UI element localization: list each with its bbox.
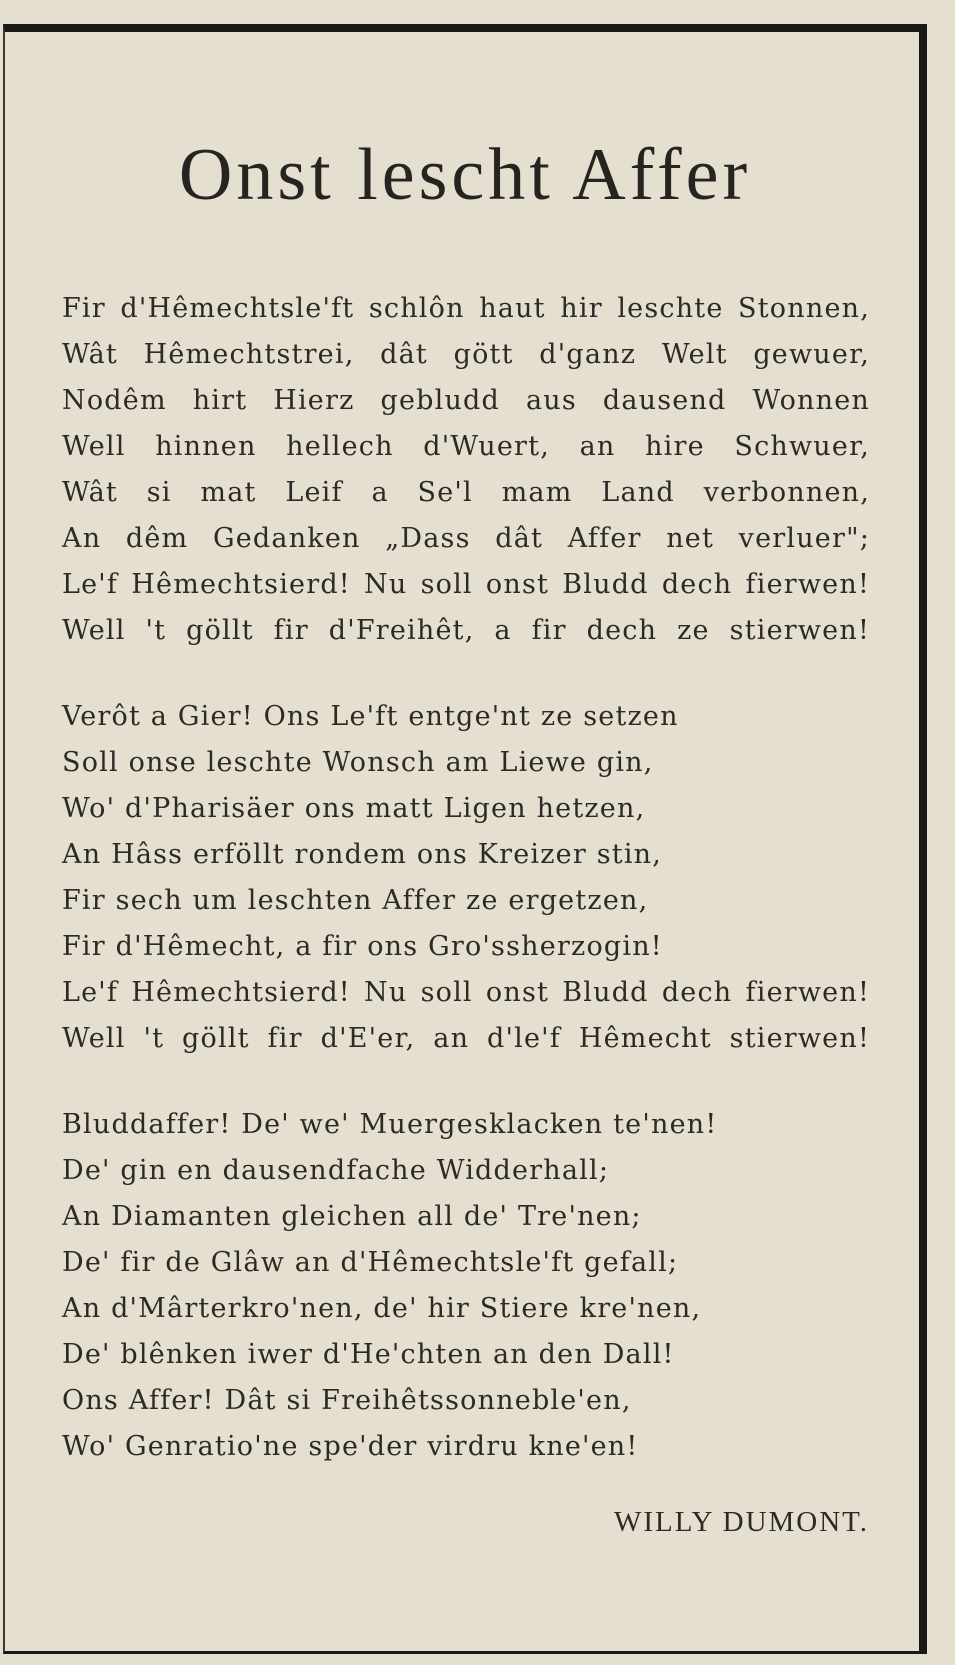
poem-line: Ons Affer! Dât si Freihêtssonneble'en, (62, 1385, 632, 1416)
poem-line: Wo' d'Pharisäer ons matt Ligen hetzen, (62, 793, 646, 824)
poem-line: An Hâss erföllt rondem ons Kreizer stin, (62, 839, 663, 870)
stanza-3 (62, 1102, 870, 1470)
poem-body (62, 286, 870, 1510)
poem-line: Fir sech um leschten Affer ze ergetzen, (62, 885, 649, 916)
poem-line: Wât Hêmechtstrei, dât gött d'ganz Welt gewuer, (62, 339, 870, 370)
poem-line: Well 't göllt fir d'E'er, an d'le'f Hêmecht stierwen! (62, 1023, 870, 1054)
poem-line: An d'Mârterkro'nen, de' hir Stiere kre'nen, (62, 1293, 702, 1324)
poem-line: An dêm Gedanken „Dass dât Affer net verluer"; (62, 523, 870, 554)
poem-line: Wo' Genratio'ne spe'der virdru kne'en! (62, 1431, 639, 1462)
poem-line: Bluddaffer! De' we' Muergesklacken te'nen! (62, 1109, 718, 1140)
poem-line: An Diamanten gleichen all de' Tre'nen; (62, 1201, 642, 1232)
poem-line: De' gin en dausendfache Widderhall; (62, 1155, 610, 1186)
poem-line: Fir d'Hêmecht, a fir ons Gro'ssherzogin! (62, 931, 663, 962)
poem-line: De' blênken iwer d'He'chten an den Dall! (62, 1339, 675, 1370)
poem-line: Wât si mat Leif a Se'l mam Land verbonnen, (62, 477, 870, 508)
poem-line: Verôt a Gier! Ons Le'ft entge'nt ze setzen (62, 701, 679, 732)
poem-title: Onst lescht Affer (178, 134, 752, 216)
poem-line: Soll onse leschte Wonsch am Liewe gin, (62, 747, 654, 778)
poem-line: Le'f Hêmechtsierd! Nu soll onst Bludd dech fierwen! (62, 977, 870, 1008)
poem-line: Le'f Hêmechtsierd! Nu soll onst Bludd dech fierwen! (62, 569, 870, 600)
poem-line: Well 't göllt fir d'Freihêt, a fir dech ze stierwen! (62, 615, 870, 646)
poem-line: Well hinnen hellech d'Wuert, an hire Schwuer, (62, 431, 870, 462)
poem-line: Nodêm hirt Hierz gebludd aus dausend Wonnen (62, 385, 870, 416)
poem-line: De' fir de Glâw an d'Hêmechtsle'ft gefall; (62, 1247, 679, 1278)
author-signature: WILLY DUMONT. (613, 1506, 869, 1538)
stanza-2 (62, 694, 870, 1062)
stanza-1 (62, 286, 870, 654)
poem-line: Fir d'Hêmechtsle'ft schlôn haut hir leschte Stonnen, (62, 293, 870, 324)
